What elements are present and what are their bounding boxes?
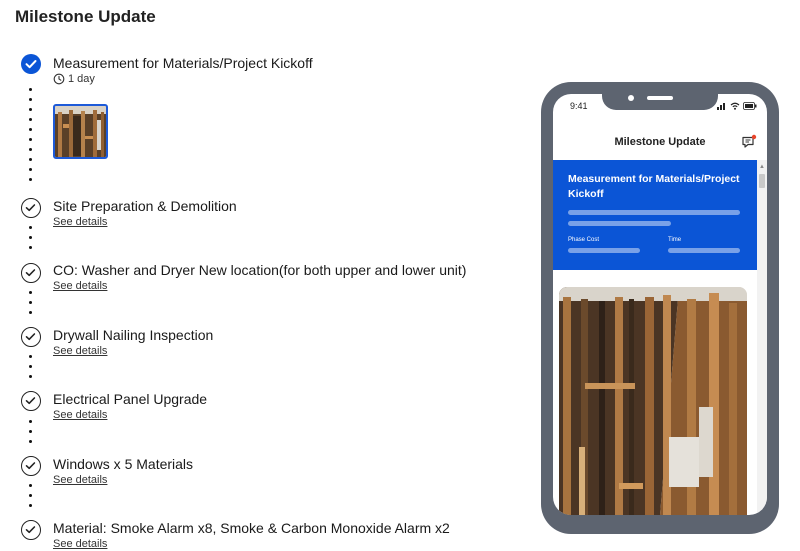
wifi-icon [730,102,740,110]
milestone-title: Site Preparation & Demolition [53,198,237,214]
timeline-connector [29,226,33,256]
phone-mockup [541,82,779,534]
page-title: Milestone Update [15,7,156,26]
timeline-connector [29,88,33,188]
phone-screen [553,94,767,515]
see-details-link[interactable]: See details [53,409,108,421]
demolition-photo [55,106,106,157]
phase-cost-bar [568,248,640,253]
duration-text: 1 day [68,73,95,85]
see-details-link[interactable]: See details [53,280,108,292]
see-details-link[interactable]: See details [53,474,108,486]
milestone-title: Measurement for Materials/Project Kickoff [53,55,313,71]
check-circle-filled-icon [21,54,41,74]
milestone-card [553,160,757,270]
milestone-photo [559,287,747,515]
clock-icon [53,73,65,85]
milestone-title: Drywall Nailing Inspection [53,327,214,343]
card-title: Measurement for Materials/Project Kickoff [568,173,740,200]
card-placeholder-bar [568,210,740,215]
time-bar [668,248,740,253]
see-details-link[interactable]: See details [53,345,108,357]
check-circle-icon [21,520,41,540]
phone-notch [602,94,718,110]
status-icons [717,102,757,110]
see-details-link[interactable]: See details [53,216,108,228]
check-circle-icon [21,456,41,476]
milestone-duration [53,73,95,85]
scroll-thumb[interactable] [759,174,765,188]
demolition-photo [559,287,747,515]
signal-icon [717,102,727,110]
battery-icon [743,102,757,110]
scrollbar[interactable] [757,160,767,515]
check-circle-icon [21,391,41,411]
chat-icon[interactable] [741,134,757,150]
status-time: 9:41 [570,101,588,111]
scroll-up-icon[interactable]: ▲ [759,164,765,170]
milestone-title: CO: Washer and Dryer New location(for both upper and lower unit) [53,262,467,278]
milestone-title: Windows x 5 Materials [53,456,194,472]
check-circle-icon [21,263,41,283]
timeline-connector [29,420,33,450]
milestone-title: Electrical Panel Upgrade [53,391,208,407]
timeline-connector [29,291,33,321]
phase-cost-label: Phase Cost [568,237,600,243]
card-placeholder-bar [568,221,671,226]
milestone-title: Material: Smoke Alarm x8, Smoke & Carbon Monoxide Alarm x2 [53,520,450,536]
phone-header-title: Milestone Update [614,136,706,148]
see-details-link[interactable]: See details [53,538,108,550]
check-circle-icon [21,198,41,218]
timeline-connector [29,355,33,385]
timeline-connector [29,484,33,514]
milestone-photo-thumbnail[interactable] [53,104,108,159]
time-label: Time [668,237,682,243]
check-circle-icon [21,327,41,347]
